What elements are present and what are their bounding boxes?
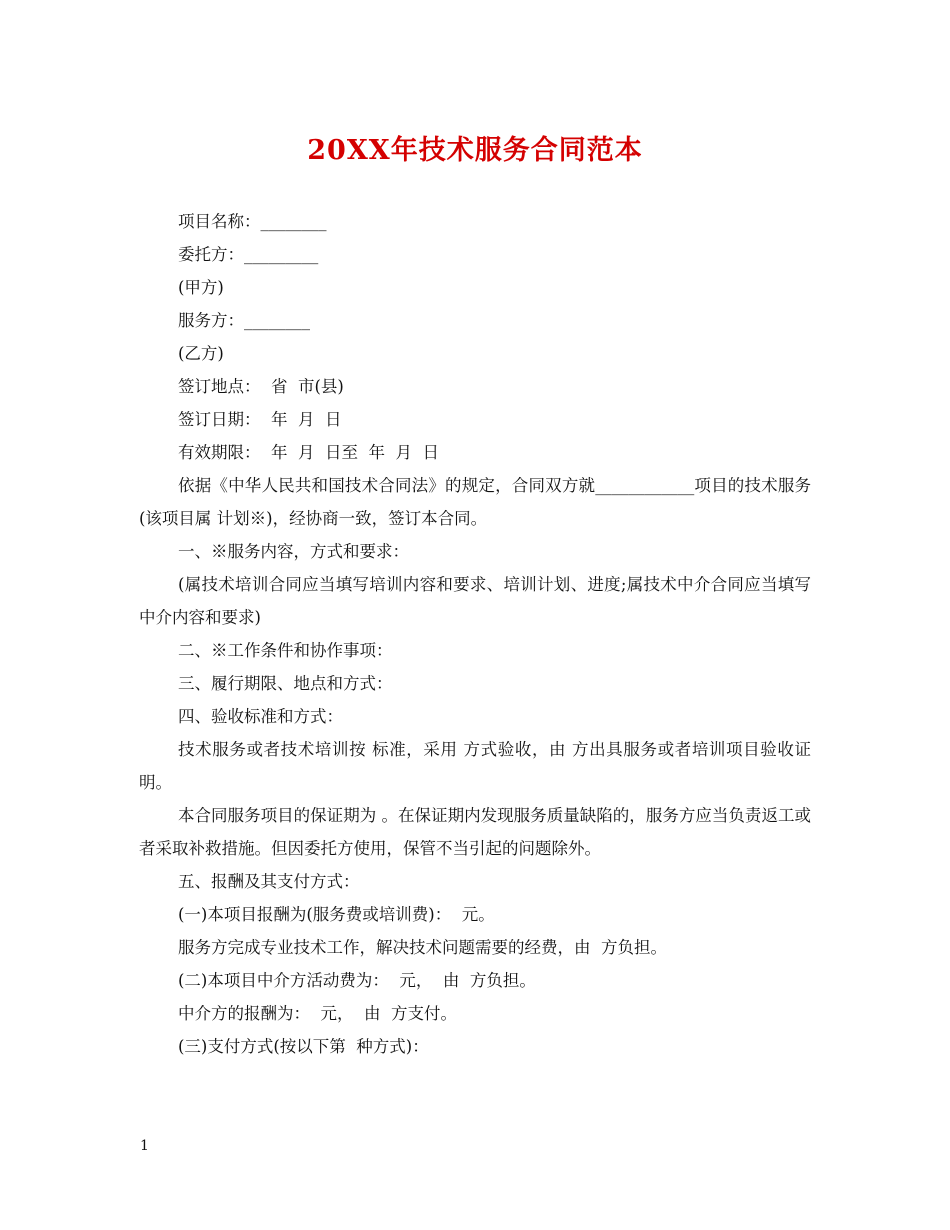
line-payment-fee: (一)本项目报酬为(服务费或培训费)： 元。 — [178, 905, 495, 924]
line-sign-place: 签订地点： 省 市(县) — [178, 377, 344, 396]
line-payment-method: (三)支付方式(按以下第 种方式)： — [178, 1037, 429, 1056]
heading-payment: 五、报酬及其支付方式： — [178, 872, 360, 891]
paragraph-warranty: 本合同服务项目的保证期为 。在保证期内发现服务质量缺陷的，服务方应当负责返工或者采取补救措施。但因委托方使用，保管不当引起的问题除外。 — [139, 806, 811, 858]
page-title: 20XX年技术服务合同范本 — [307, 135, 643, 166]
line-agent-remuneration: 中介方的报酬为： 元， 由 方支付。 — [178, 1004, 457, 1023]
line-sign-date: 签订日期： 年 月 日 — [178, 410, 342, 429]
heading-performance-terms: 三、履行期限、地点和方式： — [178, 674, 393, 693]
line-service-provider: 服务方：________ — [178, 311, 310, 330]
line-party-a: (甲方) — [178, 278, 224, 297]
heading-service-content: 一、※服务内容，方式和要求： — [178, 542, 409, 561]
heading-acceptance: 四、验收标准和方式： — [178, 707, 343, 726]
document-body — [139, 205, 811, 1063]
line-client: 委托方：_________ — [178, 245, 319, 264]
line-project-name: 项目名称：________ — [178, 212, 327, 231]
line-validity: 有效期限： 年 月 日至 年 月 日 — [178, 443, 439, 462]
line-payment-expenses: 服务方完成专业技术工作，解决技术问题需要的经费，由 方负担。 — [178, 938, 667, 957]
line-agent-activity-fee: (二)本项目中介方活动费为： 元， 由 方负担。 — [178, 971, 536, 990]
paragraph-basis: 依据《中华人民共和国技术合同法》的规定，合同双方就____________项目的技术服务(该项目属 计划※)，经协商一致，签订本合同。 — [139, 476, 811, 528]
page-number: 1 — [140, 1138, 149, 1154]
paragraph-service-note: (属技术培训合同应当填写培训内容和要求、培训计划、进度;属技术中介合同应当填写中介内容和要求) — [139, 575, 811, 627]
paragraph-acceptance: 技术服务或者技术培训按 标准，采用 方式验收，由 方出具服务或者培训项目验收证明。 — [139, 740, 811, 792]
line-party-b: (乙方) — [178, 344, 224, 363]
heading-work-conditions: 二、※工作条件和协作事项： — [178, 641, 393, 660]
